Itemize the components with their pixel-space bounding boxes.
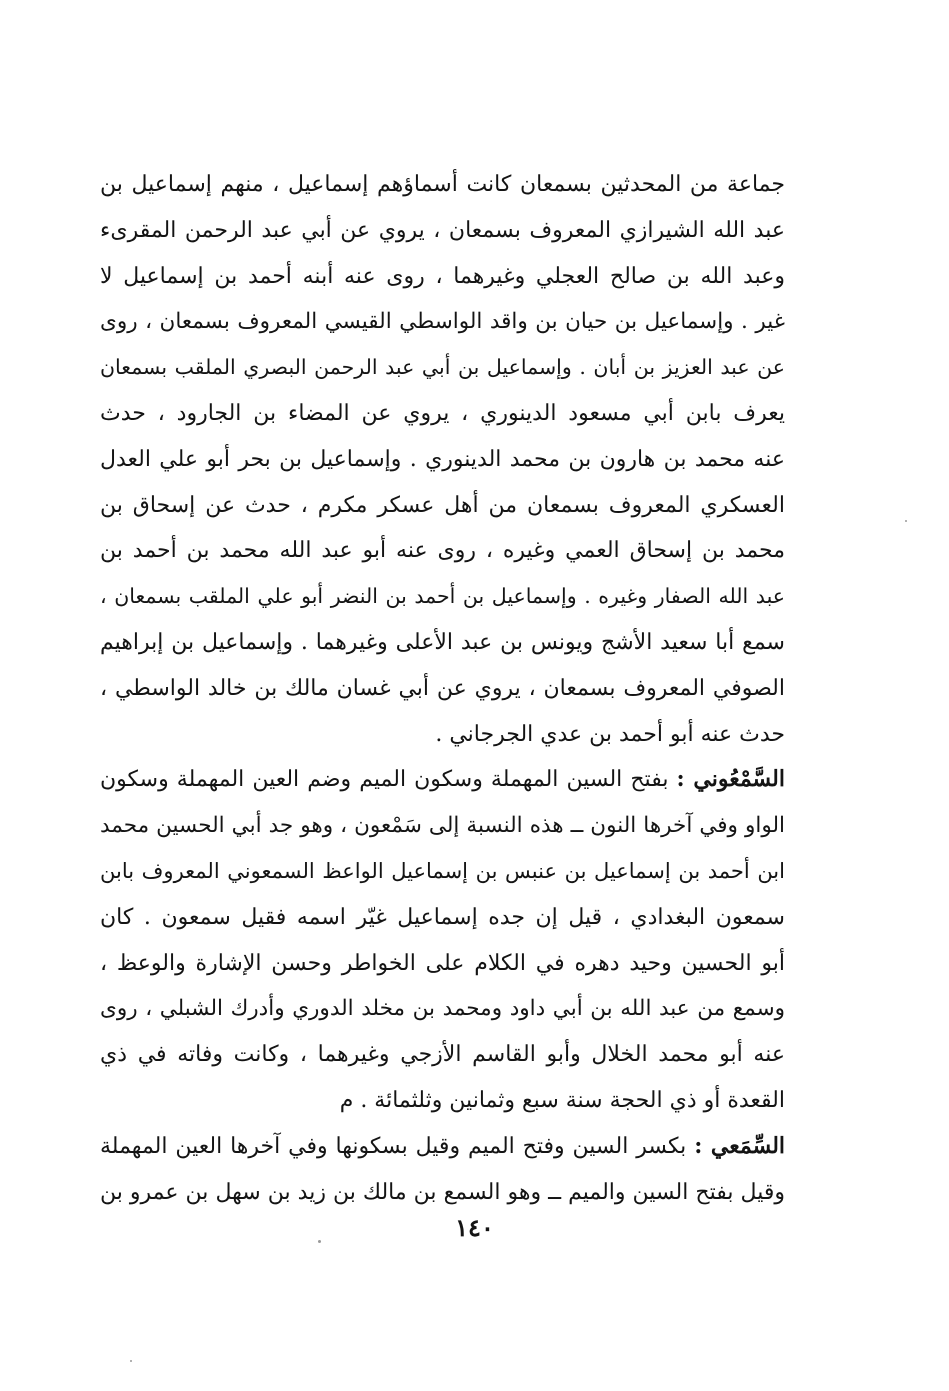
scan-speck [905,520,907,522]
text-line-5: عن عبد العزيز بن أبان . وإسماعيل بن أبي عبد الرحمن البصري الملقب بسمعان [100,355,785,380]
page-number: ١٤٠ [455,1213,494,1242]
text-line-3: وعبد الله بن صالح العجلي وغيرهما ، روى عنه أبنه أحمد بن إسماعيل لا [100,263,785,289]
text-line-6: يعرف بابن أبي مسعود الدينوري ، يروي عن المضاء بن الجارود ، حدث [100,400,785,426]
text-line-21: القعدة أو ذي الحجة سنة سبع وثمانين وثلثمائة . م [339,1087,785,1113]
headword-samuni: السَّمْعُوني : [676,766,785,793]
entry-samuni-line [100,757,785,803]
text-line-20: عنه أبو محمد الخلال وأبو القاسم الأزجي وغيرهما ، وكانت وفاته في ذي [100,1042,785,1068]
body-text [100,162,785,1215]
text-line-13: حدث عنه أبو أحمد بن عدي الجرجاني . [435,721,785,747]
text-line-11: سمع أبا سعيد الأشج ويونس بن عبد الأعلى وغيرهما . وإسماعيل بن إبراهيم [100,629,785,655]
scan-speck [130,1360,132,1362]
text-line-7: عنه محمد بن هارون بن محمد الدينوري . وإسماعيل بن بحر أبو علي العدل [100,446,785,472]
text-line-18: أبو الحسين وحيد دهره في الكلام على الخواطر وحسن الإشارة والوعظ ، [100,950,785,976]
text-line-22: بكسر السين وفتح الميم وقيل بسكونها وفي آخرها العين المهملة [100,1133,687,1159]
text-line-9: محمد بن إسحاق العمي وغيره ، روى عنه أبو عبد الله محمد بن أحمد بن [100,538,785,564]
text-line-15: الواو وفي آخرها النون ــ هذه النسبة إلى سَمْعون ، وهو جد أبي الحسين محمد [100,813,785,839]
text-line-16: ابن أحمد بن إسماعيل بن عنبس بن إسماعيل الواعظ السمعوني المعروف بابن [100,858,785,883]
text-line-10: عبد الله الصفار وغيره . وإسماعيل بن أحمد بن النضر أبو علي الملقب بسمعان ، [100,584,785,609]
text-line-2: عبد الله الشيرازي المعروف بسمعان ، يروي عن أبي عبد الرحمن المقرىء [100,217,785,243]
text-line-1: جماعة من المحدثين بسمعان كانت أسماؤهم إسماعيل ، منهم إسماعيل بن [100,172,785,197]
text-line-17: سمعون البغدادي ، قيل إن جده إسماعيل غيّر اسمه فقيل سمعون . كان [100,904,785,930]
text-line-14: بفتح السين المهملة وسكون الميم وضم العين المهملة وسكون [100,767,669,793]
entry-samai-line [100,1124,785,1170]
text-line-12: الصوفي المعروف بسمعان ، يروي عن أبي غسان مالك بن خالد الواسطي ، [100,675,785,701]
text-line-23: وقيل بفتح السين والميم ــ وهو السمع بن مالك بن زيد بن سهل بن عمرو بن [100,1179,785,1205]
text-line-19: وسمع من عبد الله بن أبي داود ومحمد بن مخلد الدوري وأدرك الشبلي ، روى [100,996,785,1022]
scan-speck [318,1240,321,1243]
headword-samai: السِّمَعي : [694,1132,785,1159]
text-line-8: العسكري المعروف بسمعان من أهل عسكر مكرم ، حدث عن إسحاق بن [100,492,785,518]
text-line-4: غير . وإسماعيل بن حيان بن واقد الواسطي القيسي المعروف بسمعان ، روى [100,309,785,335]
